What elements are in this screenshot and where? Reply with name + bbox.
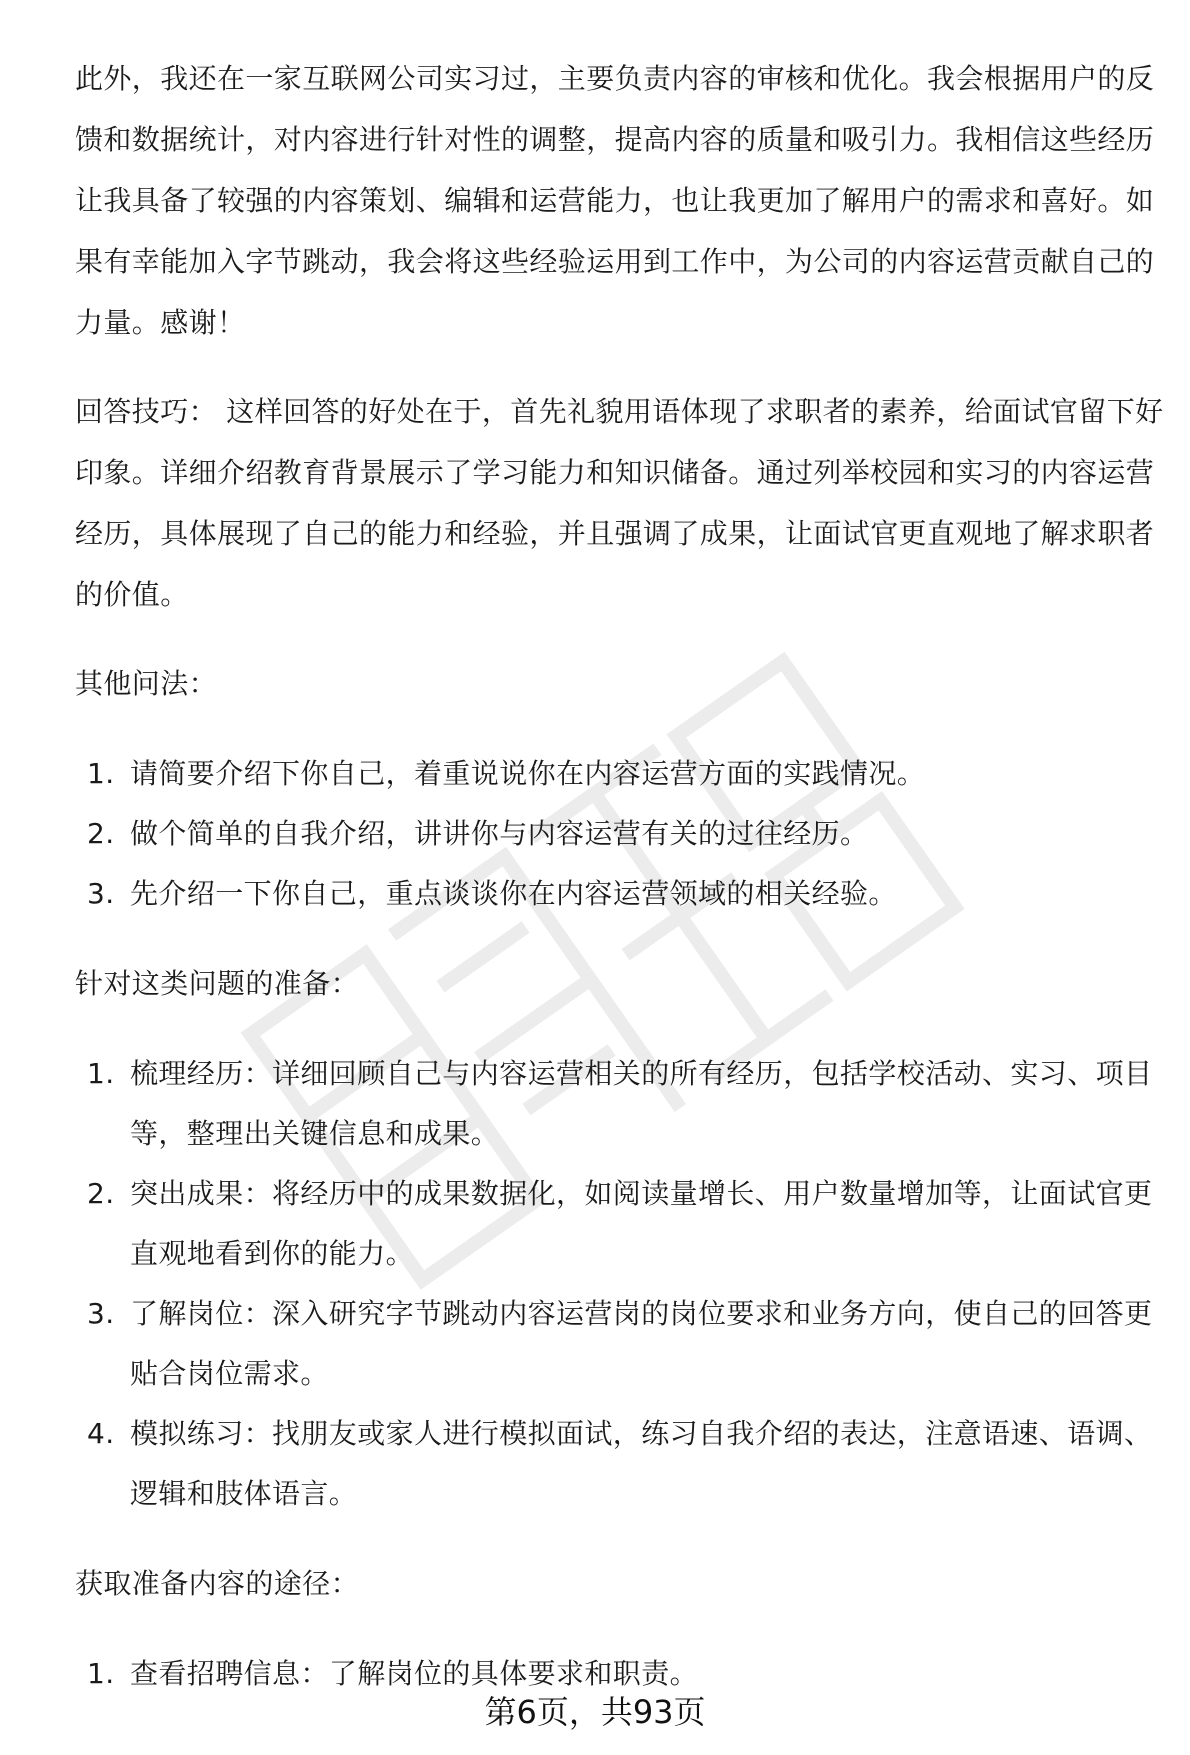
tips-paragraph: 回答技巧： 这样回答的好处在于，首先礼貌用语体现了求职者的素养，给面试官留下好印象。详细介绍教育背景展示了学习能力和知识储备。通过列举校园和实习的内容运营经历，具体展现了自己的能力和经验，并且强调了成果，让面试官更直观地了解求职者的价值。 <box>75 395 1164 611</box>
list-item <box>75 1284 1165 1404</box>
list-item-text: 了解岗位：深入研究字节跳动内容运营岗的岗位要求和业务方向，使自己的回答更贴合岗位需求。 <box>130 1297 1153 1390</box>
list-item-text: 做个简单的自我介绍，讲讲你与内容运营有关的过往经历。 <box>130 817 869 850</box>
list-item-number: 2. <box>87 817 115 850</box>
list-item-text: 模拟练习：找朋友或家人进行模拟面试，练习自我介绍的表达，注意语速、语调、逻辑和肢体语言。 <box>130 1417 1153 1510</box>
list-item-text: 梳理经历：详细回顾自己与内容运营相关的所有经历，包括学校活动、实习、项目等，整理出关键信息和成果。 <box>130 1057 1153 1150</box>
sources-heading: 获取准备内容的途径： <box>75 1567 360 1600</box>
list-item <box>75 1164 1165 1284</box>
main-content <box>75 48 1165 1733</box>
list-item <box>75 744 1165 804</box>
list-item-text: 突出成果：将经历中的成果数据化，如阅读量增长、用户数量增加等，让面试官更直观地看到你的能力。 <box>130 1177 1153 1270</box>
list-item <box>75 864 1165 924</box>
list-item-text: 先介绍一下你自己，重点谈谈你在内容运营领域的相关经验。 <box>130 877 897 910</box>
other-questions-heading: 其他问法： <box>75 667 218 700</box>
list-item-number: 4. <box>87 1417 115 1450</box>
list-item <box>75 1044 1165 1164</box>
page-number-footer: 第6页，共93页 <box>484 1693 706 1731</box>
list-item-number: 3. <box>87 877 115 910</box>
preparation-list <box>75 1044 1165 1524</box>
list-item-text: 查看招聘信息：了解岗位的具体要求和职责。 <box>130 1657 699 1690</box>
intro-paragraph: 此外，我还在一家互联网公司实习过，主要负责内容的审核和优化。我会根据用户的反馈和数据统计，对内容进行针对性的调整，提高内容的质量和吸引力。我相信这些经历让我具备了较强的内容策划、编辑和运营能力，也让我更加了解用户的需求和喜好。如果有幸能加入字节跳动，我会将这些经验运用到工作中，为公司的内容运营贡献自己的力量。感谢！ <box>75 62 1155 339</box>
list-item-number: 1. <box>87 1657 115 1690</box>
list-item-number: 2. <box>87 1177 115 1210</box>
list-item-text: 请简要介绍下你自己，着重说说你在内容运营方面的实践情况。 <box>130 757 926 790</box>
list-item <box>75 804 1165 864</box>
list-item-number: 1. <box>87 1057 115 1090</box>
other-questions-list <box>75 744 1165 924</box>
preparation-heading: 针对这类问题的准备： <box>75 967 360 1000</box>
list-item-number: 1. <box>87 757 115 790</box>
list-item <box>75 1404 1165 1524</box>
list-item-number: 3. <box>87 1297 115 1330</box>
